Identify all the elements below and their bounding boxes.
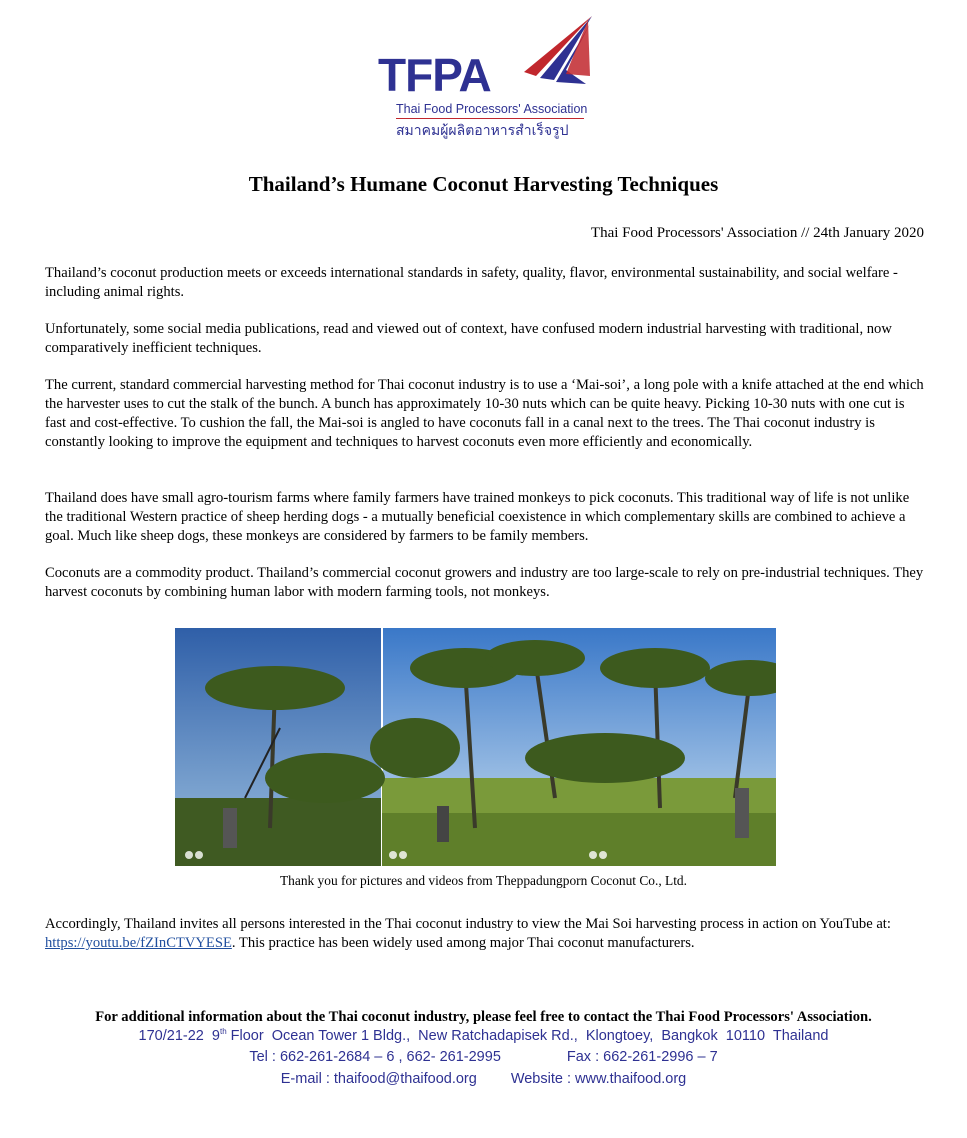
paragraph-2: Unfortunately, some social media publications, read and viewed out of context, have confused modern industrial harvesting with traditional, now comparatively inefficient techniques. xyxy=(45,321,892,356)
address-end: Floor Ocean Tower 1 Bldg., New Ratchadapisek Rd., Klongtoey, Bangkok 10110 Thailand xyxy=(226,1027,829,1044)
contact-tel: Tel : 662-261-2684 – 6 , 662- 261-2995 xyxy=(249,1049,501,1065)
contact-fax: Fax : 662-261-2996 – 7 xyxy=(566,1049,718,1065)
address-superscript: th xyxy=(219,1027,227,1036)
youtube-link[interactable]: https://youtu.be/fZInCTVYESE xyxy=(45,935,232,951)
paragraph-1: Thailand’s coconut production meets or exceeds international standards in safety, quality, flavor, environmental sustainability, and social welfare - including animal rights. xyxy=(45,265,898,300)
contact-website[interactable]: Website : www.thaifood.org xyxy=(510,1071,687,1087)
paragraph-5: Coconuts are a commodity product. Thailand’s commercial coconut growers and industry are too large-scale to rely on pre-industrial techniques. They harvest coconuts by combining human labor with modern farming tools, not monkeys. xyxy=(45,565,924,600)
paragraph-4: Thailand does have small agro-tourism farms where family farmers have trained monkeys to pick coconuts. This traditional way of life is not unlike the traditional Western practice of sheep herding dogs - a mutually beneficial coexistence in which complementary skills are combined to achieve a goal. Much like sheep dogs, these monkeys are considered by farmers to be family members. xyxy=(45,490,910,544)
paragraph-3: The current, standard commercial harvesting method for Thai coconut industry is to use a ‘Mai-soi’, a long pole with a knife attached at the end which the harvester uses to cut the stalk of the bunch. A bunch has approximately 10-30 nuts which can be quite heavy. Picking 10-30 nuts with one cut is fast and cost-effective. To cushion the fall, the Mai-soi is angled to have coconuts fall in a canal next to the trees. The Thai coconut industry is constantly looking to improve the equipment and techniques to harvest coconuts even more efficiently and economically. xyxy=(45,377,924,450)
closing-text-after: . This practice has been widely used among major Thai coconut manufacturers. xyxy=(231,935,695,951)
contact-email[interactable]: E-mail : thaifood@thaifood.org xyxy=(280,1071,477,1087)
logo-acronym: TFPA xyxy=(378,49,491,101)
contact-phone-line xyxy=(0,1049,967,1065)
dateline: Thai Food Processors' Association // 24th January 2020 xyxy=(590,225,924,241)
address-start: 170/21-22 9 xyxy=(138,1027,220,1044)
contact-heading: For additional information about the Thai coconut industry, please feel free to contact the Thai Food Processors' Association. xyxy=(95,1009,872,1025)
photo-caption: Thank you for pictures and videos from Theppadungporn Coconut Co., Ltd. xyxy=(280,873,687,888)
contact-web-line xyxy=(0,1071,967,1087)
document-title: Thailand’s Humane Coconut Harvesting Techniques xyxy=(248,172,719,196)
closing-paragraph xyxy=(45,915,925,953)
coconut-harvest-photo xyxy=(175,628,776,866)
closing-text-before: Accordingly, Thailand invites all persons interested in the Thai coconut industry to view the Mai Soi harvesting process in action on YouTube at: xyxy=(45,916,891,932)
logo-thai-name: สมาคมผู้ผลิตอาหารสำเร็จรูป xyxy=(396,123,569,139)
wing-logo-icon xyxy=(496,14,596,104)
contact-address xyxy=(0,1027,967,1044)
tfpa-logo xyxy=(378,14,598,144)
logo-divider xyxy=(396,118,584,119)
logo-name: Thai Food Processors' Association xyxy=(396,102,588,116)
